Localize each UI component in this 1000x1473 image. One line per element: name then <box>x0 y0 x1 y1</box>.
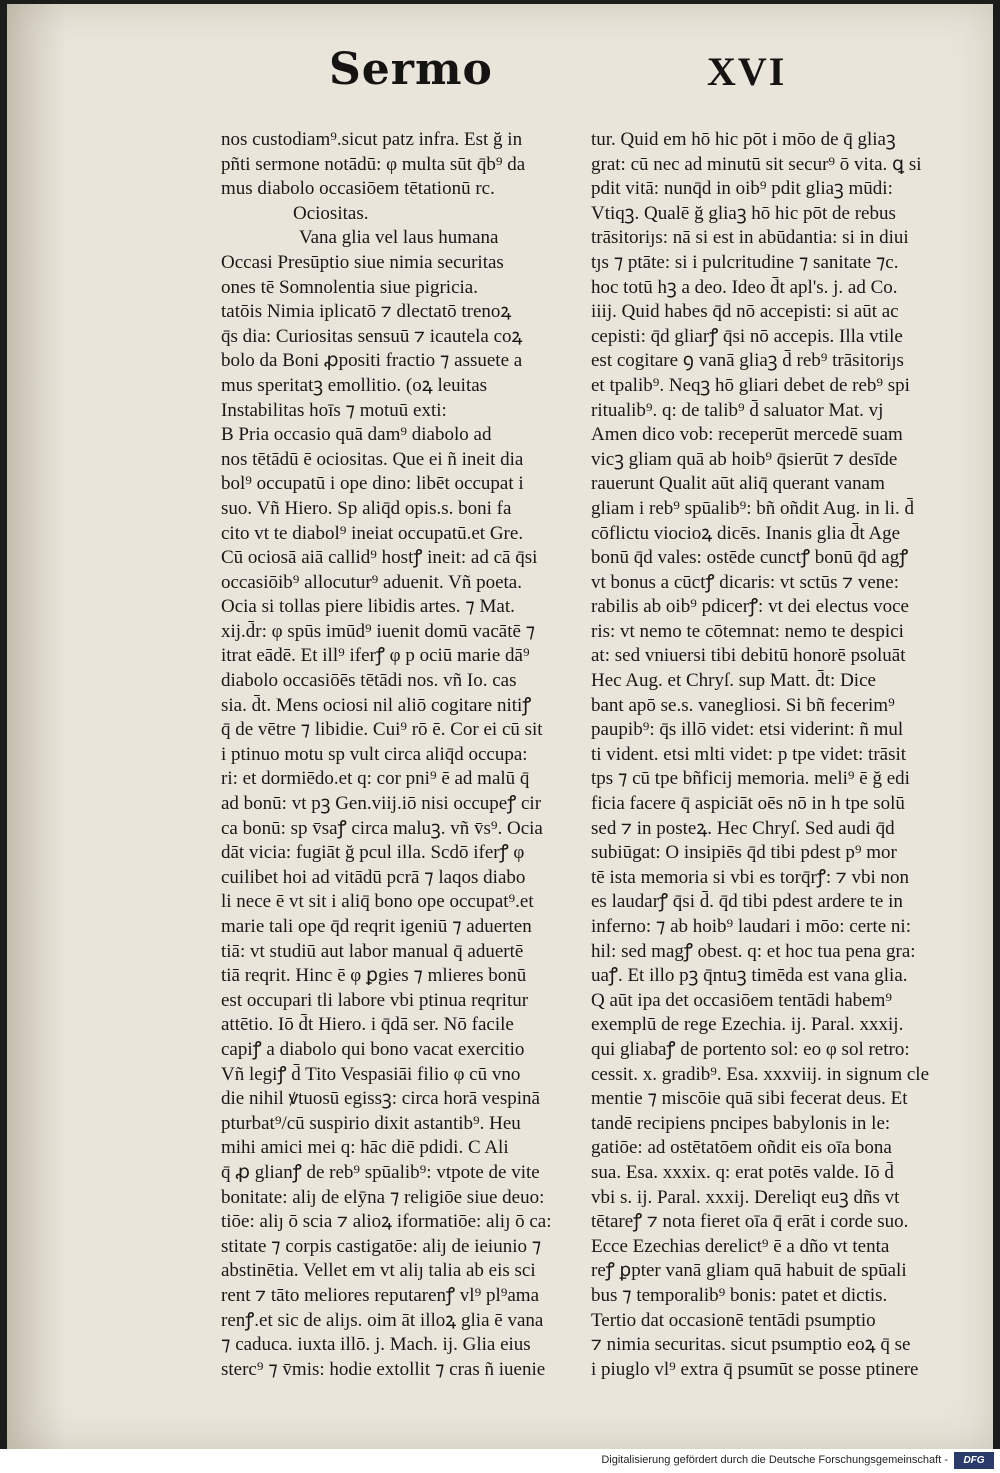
text-line: iiij. Quid habes q̄d nō accepisti: si aūt ac <box>591 301 899 323</box>
text-line: tatōis Nimia iplicatō ⁊ dlectatō trenoꝝ <box>221 301 512 323</box>
text-line: es laudarꝭ q̄si d̄. q̄d tibi pdest ardere te in <box>591 891 903 913</box>
text-line: stitate ⁊ corpis castigatōe: aliȷ de ieiunio ⁊ <box>221 1235 542 1257</box>
text-line: Tertio dat occasionē tentādi psumptio <box>591 1309 876 1331</box>
text-line: et tpalib⁹. Neqꝫ hō gliari debet de reb⁹ spi <box>591 374 910 396</box>
text-line: capiꝭ a diabolo qui bono vacat exercitio <box>221 1038 525 1060</box>
text-line: Vtiqꝫ. Qualē ğ gliaꝫ hō hic pōt de rebus <box>591 202 896 224</box>
text-line: gliam i reb⁹ spūalib⁹: bñ oñdit Aug. in li. d̄ <box>591 497 915 519</box>
text-line: i ptinuo motu sp vult circa aliq̄d occupa: <box>221 743 528 765</box>
text-line: paupib⁹: q̄s illō videt: etsi viderint: ñ mul <box>591 719 904 741</box>
text-line: bonū q̄d vales: ostēde cunctꝭ bonū q̄d agꝭ <box>591 547 909 569</box>
text-line: li nece ē vt sit i aliq̄ bono ope occupat⁹.et <box>221 891 534 913</box>
text-line: nos tētādū ē ociositas. Que ei ñ ineit dia <box>221 448 524 470</box>
text-line: tȷs ⁊ ptāte: si i pulcritudine ⁊ sanitate ⁊c. <box>591 251 899 273</box>
text-line: diabolo occasiōēs tētādi nos. vñ Io. cas <box>221 670 517 692</box>
text-line: itrat eādē. Et ill⁹ iferꝭ φ p ociū marie dā⁹ <box>221 645 530 667</box>
text-line: ones tē Somnolentia siue pigricia. <box>221 276 478 298</box>
text-line: sia. d̄t. Mens ociosi nil aliō cogitare nitiꝭ <box>221 694 532 716</box>
text-line: tur. Quid em hō hic pōt i mōo de q̄ gliaꝫ <box>591 129 896 150</box>
text-line: dāt vicia: fugiāt ğ pcul illa. Scdō iferꝭ φ <box>221 842 525 864</box>
text-line: subiūgat: O insipiēs q̄d tibi pdest p⁹ mor <box>591 842 897 864</box>
text-line: pturbat⁹/cū suspirio dixit astantib⁹. Heu <box>221 1112 521 1134</box>
text-line: hil: sed magꝭ obest. q: et hoc tua pena gra: <box>591 940 916 962</box>
text-line: exemplū de rege Ezechia. ij. Paral. xxxij. <box>591 1014 904 1036</box>
text-line: Instabilitas hoīs ⁊ motuū exti: <box>221 399 447 421</box>
text-line: sed ⁊ in posteꝝ. Hec Chryſ. Sed audi q̄d <box>591 817 895 839</box>
text-line: bonitate: aliȷ de elȳna ⁊ religiōe siue deuo: <box>221 1186 545 1208</box>
text-line: grat: cū nec ad minutū sit secur⁹ ō vita. ꝗ si <box>591 153 922 175</box>
text-line: Hec Aug. et Chryſ. sup Matt. d̄t: Dice <box>591 670 876 692</box>
text-line: ficia facere q̄ aspiciāt oēs nō in h tpe solū <box>591 793 905 815</box>
funding-notice: Digitalisierung gefördert durch die Deutsche Forschungsgemeinschaft - <box>601 1454 948 1466</box>
text-line: Vñ legiꝭ d̄ Tito Vespasiāi filio φ cū vno <box>221 1063 521 1085</box>
footer-bar <box>0 1449 1000 1473</box>
text-line: renꝭ.et sic de aliȷs. oim āt illoꝝ glia ē vana <box>221 1309 544 1331</box>
text-line: q̄ ꝓ glianꝭ de reb⁹ spūalib⁹: vtpote de vite <box>221 1161 540 1183</box>
text-line: vicꝫ gliam quā ab hoib⁹ q̄sierūt ⁊ desīde <box>591 448 898 470</box>
text-line: tandē recipiens pncipes babylonis in le: <box>591 1112 891 1134</box>
text-line: vbi s. ij. Paral. xxxij. Dereliqt euꝫ dñs vt <box>591 1186 900 1208</box>
text-line: cessit. x. gradib⁹. Esa. xxxviij. in signum cle <box>591 1063 930 1085</box>
text-line: est cogitare ꝯ vanā gliaꝫ d̄ reb⁹ trāsitoriȷs <box>591 350 904 372</box>
text-line: cōflictu viocioꝝ dicēs. Inanis glia d̄t Age <box>591 522 901 544</box>
text-line: tē ista memoria si vbi es torq̄rꝭ: ⁊ vbi non <box>591 866 910 888</box>
scanned-page <box>7 4 993 1449</box>
text-line: bolo da Boni ꝓpositi fractio ⁊ assuete a <box>221 350 523 372</box>
text-line: marie tali ope q̄d reqrit igeniū ⁊ aduerten <box>221 916 532 937</box>
text-line: hoc totū hꝫ a deo. Ideo d̄t apl's. j. ad Co. <box>591 276 898 298</box>
text-line: ritualib⁹. q: de talib⁹ d̄ saluator Mat. vj <box>591 399 884 421</box>
text-line: q̄ de vētre ⁊ libidie. Cui⁹ rō ē. Cor ei cū sit <box>221 719 543 741</box>
text-line: est occupari tli labore vbi ptinua reqritur <box>221 989 529 1011</box>
text-line: xij.d̄r: φ spūs imūd⁹ iuenit domū vacātē ⁊ <box>221 620 536 642</box>
text-line: rent ⁊ tāto meliores reputarenꝭ vl⁹ pl⁹ama <box>221 1284 540 1306</box>
text-line: ti vident. etsi mlti videt: p tpe videt: trāsit <box>591 743 907 765</box>
text-line: rauerunt Qualit aūt aliq̄ querant vanam <box>591 473 885 495</box>
text-line: uaꝭ. Et illo pꝫ q̄ntuꝫ timēda est vana glia. <box>591 965 908 987</box>
text-line: i piuglo vl⁹ extra q̄ psumūt se posse ptinere <box>591 1358 919 1380</box>
text-line: nos custodiam⁹.sicut patz infra. Est ğ in <box>221 129 523 150</box>
text-line: suo. Vñ Hiero. Sp aliq̄d opis.s. boni fa <box>221 497 512 519</box>
text-line: rabilis ab oib⁹ pdicerꝭ: vt dei electus voce <box>591 596 909 618</box>
running-head-left: Sermo <box>329 44 493 95</box>
text-line: Amen dico vob: receperūt mercedē suam <box>591 424 903 446</box>
text-line: sterc⁹ ⁊ v̄mis: hodie extollit ⁊ cras ñ iuenie <box>221 1358 546 1380</box>
gutter-shadow <box>7 4 67 1449</box>
text-line: ri: et dormiēdo.et q: cor pni⁹ ē ad malū q̄ <box>221 768 530 790</box>
text-line: Cū ociosā aiā callid⁹ hostꝭ ineit: ad cā q̄si <box>221 547 538 569</box>
text-line: Ecce Ezechias derelict⁹ ē a dño vt tenta <box>591 1235 890 1257</box>
text-line: cepisti: q̄d gliarꝭ q̄si nō accepis. Illa vtile <box>591 325 903 347</box>
text-line: mihi amici mei q: hāc diē pdidi. C Ali <box>221 1137 509 1159</box>
text-line: die nihil ꝟtuosū egissꝫ: circa horā vespinā <box>221 1088 540 1110</box>
text-line: abstinētia. Vellet em vt aliȷ talia ab eis sci <box>221 1260 536 1282</box>
text-line: attētio. Iō d̄t Hiero. i q̄dā ser. Nō facile <box>221 1014 514 1036</box>
text-line: bol⁹ occupatū i ope dino: libēt occupat i <box>221 473 524 495</box>
text-line: ris: vt nemo te cōtemnat: nemo te despici <box>591 620 904 642</box>
text-line: occasiōib⁹ allocutur⁹ aduenit. Vñ poeta. <box>221 571 522 593</box>
text-line: cuilibet hoi ad vitādū pcrā ⁊ laqos diabo <box>221 866 526 888</box>
text-line: ad bonū: vt pꝫ Gen.viij.iō nisi occupeꝭ cir <box>221 793 542 815</box>
text-line: inferno: ⁊ ab hoib⁹ laudari i mōo: certe ni: <box>591 916 911 937</box>
text-line: at: sed vniuersi tibi debitū honorē psoluāt <box>591 645 906 667</box>
text-line: vt bonus a cūctꝭ dicaris: vt sctūs ⁊ vene: <box>591 571 899 593</box>
running-head-right: XVI <box>707 49 787 94</box>
text-line: sua. Esa. xxxix. q: erat potēs valde. Iō d̄ <box>591 1161 894 1183</box>
text-line: ⁊ nimia securitas. sicut psumptio eoꝝ q̄ se <box>591 1334 911 1356</box>
text-line: ca bonū: sp v̄saꝭ circa maluꝫ. vñ v̄s⁹. Ocia <box>221 817 543 839</box>
text-line: tps ⁊ cū tpe bñficij memoria. meli⁹ ē ğ edi <box>591 768 910 790</box>
text-column-right <box>591 128 943 1382</box>
text-line: mus speritatꝫ emollitio. (oꝝ leuitas <box>221 374 488 396</box>
text-line: reꝭ ꝑpter vanā gliam quā habuit de spūali <box>591 1260 907 1282</box>
text-line: tētareꝭ ⁊ nota fieret oīa q̄ erāt i corde suo. <box>591 1211 909 1233</box>
text-line: cito vt te diabol⁹ ineiat occupatū.et Gre. <box>221 522 524 544</box>
text-line: mentie ⁊ miscōie quā sibi fecerat deus. Et <box>591 1088 908 1110</box>
text-line: tiā: vt studiū aut labor manual q̄ aduertē <box>221 940 524 962</box>
text-column-left <box>221 128 583 1382</box>
text-line: B Pria occasio quā dam⁹ diabolo ad <box>221 424 492 446</box>
text-line: bus ⁊ temporalib⁹ bonis: patet et dictis. <box>591 1284 888 1306</box>
text-line: tiōe: aliȷ ō scia ⁊ alioꝝ iformatiōe: aliȷ ō ca: <box>221 1211 552 1233</box>
text-line: tiā reqrit. Hinc ē φ ꝑgies ⁊ mlieres bonū <box>221 965 527 987</box>
text-line: qui gliabaꝭ de portento sol: eo φ sol retro: <box>591 1038 910 1060</box>
text-line: q̄s dia: Curiositas sensuū ⁊ icautela coꝝ <box>221 325 523 347</box>
text-line: ⁊ caduca. iuxta illō. j. Mach. ij. Glia eius <box>221 1334 531 1356</box>
text-line: Occasi Presūptio siue nimia securitas <box>221 251 504 273</box>
text-line: mus diabolo occasiōem tētationū rc. <box>221 178 495 200</box>
text-line: trāsitoriȷs: nā si est in abūdantia: si in diui <box>591 227 909 249</box>
text-line: Vana glia vel laus humana <box>299 227 499 249</box>
text-line: pñti sermone notādū: φ multa sūt q̄b⁹ da <box>221 153 526 175</box>
text-line: Ociositas. <box>293 202 369 224</box>
text-line: Ocia si tollas piere libidis artes. ⁊ Mat. <box>221 596 515 618</box>
text-line: gatiōe: ad ostētatōem oñdit eis oīa bona <box>591 1137 892 1159</box>
dfg-logo: DFG <box>954 1452 994 1469</box>
text-line: Q aūt ipa det occasiōem tentādi habem⁹ <box>591 989 893 1011</box>
text-line: pdit vitā: nunq̄d in oib⁹ pdit gliaꝫ mūdi: <box>591 178 893 200</box>
text-line: bant apō se.s. vanegliosi. Si bñ fecerim⁹ <box>591 694 895 716</box>
